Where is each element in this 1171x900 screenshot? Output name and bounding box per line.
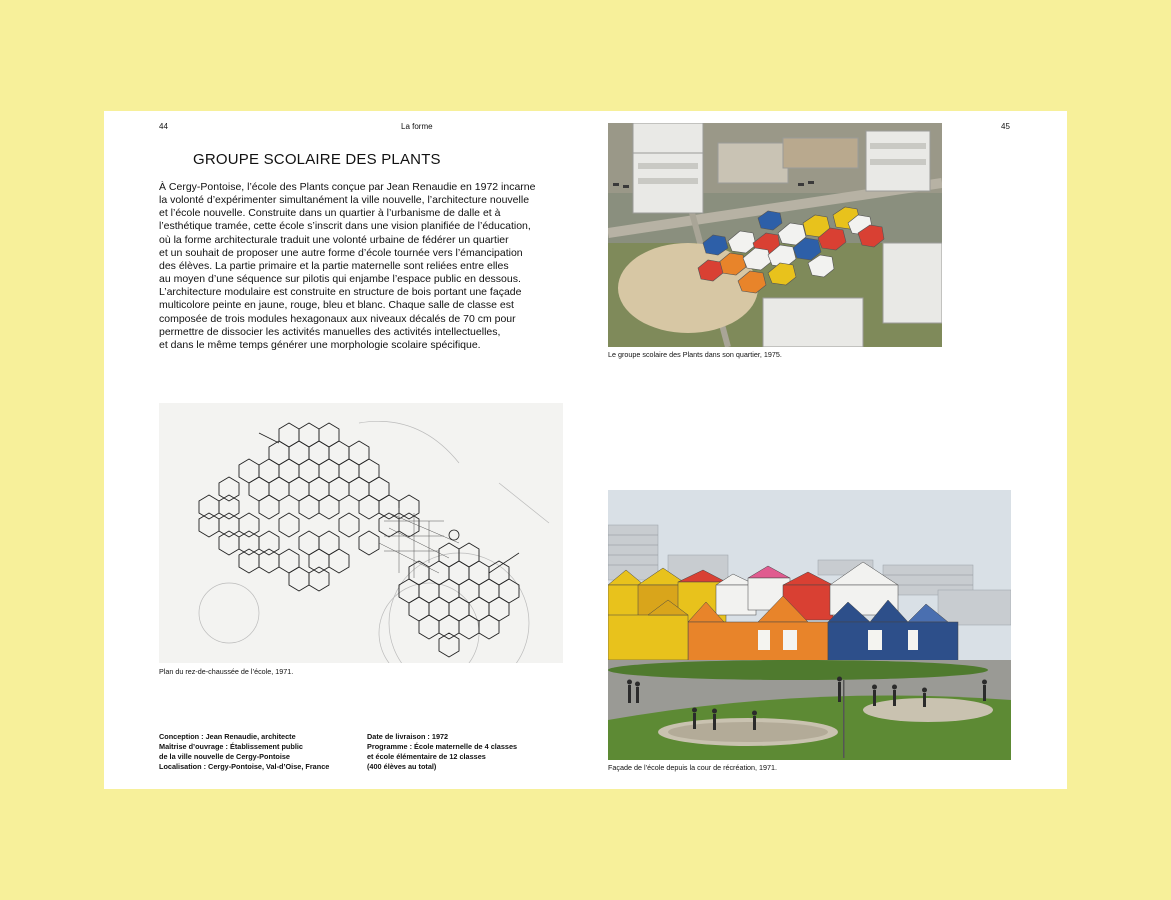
aerial-photo — [608, 123, 942, 347]
floor-plan-drawing — [159, 403, 563, 663]
credits-right — [367, 732, 517, 772]
body-line: permettre de dissocier les activités manuelles des activités intellectuelles, — [159, 325, 501, 338]
credits-left — [159, 732, 329, 772]
book-spread — [104, 111, 1067, 789]
credit-line: Conception : Jean Renaudie, architecte — [159, 732, 296, 741]
credit-line: Maîtrise d’ouvrage : Établissement public — [159, 742, 303, 751]
running-head: La forme — [401, 122, 433, 131]
body-line: et l’école nouvelle. Construite dans un quartier à l’urbanisme de dalle et à — [159, 207, 501, 220]
credit-line: et école élémentaire de 12 classes — [367, 752, 486, 761]
body-line: et un souhait de proposer une autre forme d’école tournée vers l’émancipation — [159, 246, 523, 259]
credit-line: Localisation : Cergy-Pontoise, Val-d’Oise, France — [159, 762, 330, 771]
body-line: des élèves. La partie primaire et la partie maternelle sont reliées entre elles — [159, 259, 509, 272]
aerial-caption: Le groupe scolaire des Plants dans son quartier, 1975. — [608, 350, 782, 359]
facade-caption: Façade de l’école depuis la cour de récréation, 1971. — [608, 763, 778, 772]
body-line: composée de trois modules hexagonaux aux niveaux décalés de 70 cm pour — [159, 312, 516, 325]
left-page-number: 44 — [159, 122, 168, 131]
body-line: L’architecture modulaire est construite en structure de bois portant une façade — [159, 286, 522, 299]
credit-line: Date de livraison : 1972 — [367, 732, 449, 741]
credit-line: Programme : École maternelle de 4 classes — [367, 742, 518, 751]
plan-caption: Plan du rez-de-chaussée de l’école, 1971. — [159, 667, 294, 676]
body-line: À Cergy-Pontoise, l’école des Plants conçue par Jean Renaudie en 1972 incarne — [159, 181, 536, 193]
article-title: GROUPE SCOLAIRE DES PLANTS — [193, 151, 441, 168]
body-line: au moyen d’une séquence sur pilotis qui enjambe l’espace public en dessous. — [159, 273, 521, 286]
right-page-number: 45 — [1001, 122, 1010, 131]
facade-photo — [608, 490, 1011, 760]
credit-line: de la ville nouvelle de Cergy-Pontoise — [159, 752, 290, 761]
credit-line: (400 élèves au total) — [367, 762, 437, 771]
body-line: la volonté d’expérimenter simultanément la ville nouvelle, l’architecture nouvelle — [159, 194, 530, 207]
body-line: l’esthétique tramée, cette école s’inscrit dans une vision planifiée de l’éducation, — [159, 220, 531, 233]
body-line: et dans le même temps générer une morphologie scolaire spécifique. — [159, 338, 481, 351]
body-line: où la forme architecturale traduit une volonté urbaine de fédérer un quartier — [159, 233, 509, 246]
article-body — [159, 181, 559, 352]
body-line: multicolore peinte en jaune, rouge, bleu et blanc. Chaque salle de classe est — [159, 299, 514, 312]
